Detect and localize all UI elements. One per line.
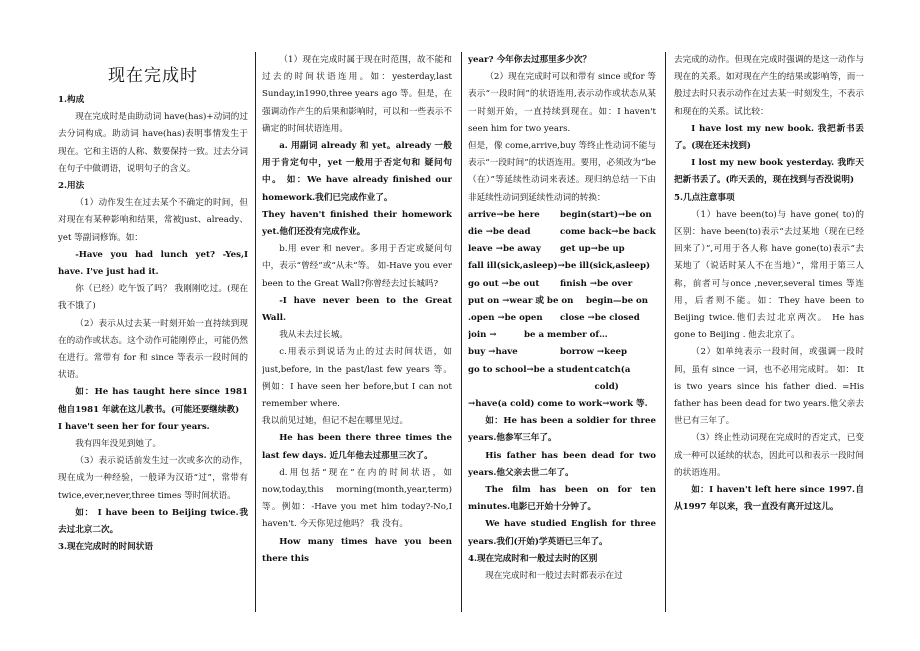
section-heading: 3.现在完成时的时间状语 bbox=[58, 542, 153, 553]
verb-pair: catch(a cold) bbox=[594, 364, 631, 392]
verb-pair: be a member of… bbox=[524, 330, 608, 341]
verb-pair-row bbox=[468, 327, 656, 344]
verb-pair-row bbox=[468, 207, 656, 224]
section-heading: 1.构成 bbox=[58, 95, 85, 105]
verb-pair: join → bbox=[468, 330, 497, 341]
paragraph: c.用表示到说话为止的过去时间状语，如 just,before, in the past/last few years 等。例如：I have seen her before,but I can not remember where. bbox=[262, 347, 452, 410]
example-sentence: 如：He has taught here since 1981 他自1981 年就在这儿教书。(可能还要继续教) bbox=[58, 387, 248, 415]
page-title: 现在完成时 bbox=[108, 66, 198, 86]
paragraph: （1）have been(to)与 have gone( to)的区别：have been(to)表示“去过某地（现在已经回来了）”,可用于各人称 have gone(to)表示“去某地了（说话时某人不在当地）”，常用于第三人称，前者可与once ,never,several times 等连用，后者则不能。如：They have been to Beijing twice.他们去过北京两次。 He has gone to Beijing . 他去北京了。 bbox=[674, 209, 864, 341]
verb-pair-row bbox=[468, 310, 656, 327]
example-sentence: His father has been dead for two years.他父亲去世二年了。 bbox=[468, 450, 656, 478]
section-heading: 4.现在完成时和一般过去时的区别 bbox=[468, 553, 598, 564]
section-heading: 5.几点注意事项 bbox=[674, 192, 735, 203]
verb-pair: begin—be on bbox=[586, 295, 649, 306]
verb-pair: come back→be back bbox=[560, 227, 656, 238]
paragraph: （3）终止性动词现在完成时的否定式，已变成一种可以延续的状态，因此可以和表示一段时间的状语连用。 bbox=[674, 433, 864, 478]
verb-pair-row bbox=[468, 224, 656, 241]
verb-pair: borrow →keep bbox=[560, 347, 628, 358]
example-sentence: He has been there three times the last few days. 近几年他去过那里三次了。 bbox=[262, 433, 452, 461]
verb-pair: fall ill(sick,asleep)→be ill(sick,asleep) bbox=[468, 261, 651, 272]
example-sentence: -Have you had lunch yet? -Yes,I have. I've just had it. bbox=[58, 249, 248, 278]
verb-pair: →have(a cold) come to work→work 等. bbox=[468, 399, 648, 410]
example-sentence: We have studied English for three years.我们(开始)学英语已三年了。 bbox=[468, 519, 656, 547]
example-sentence: I have't seen her for four years. bbox=[58, 421, 210, 432]
column-4 bbox=[674, 52, 864, 612]
verb-pair-row bbox=[468, 344, 656, 361]
column-divider bbox=[255, 52, 256, 612]
example-sentence: 如： I have been to Beijing twice.我去过北京二次。 bbox=[58, 507, 248, 536]
verb-pair: finish →be over bbox=[560, 278, 633, 289]
column-2 bbox=[262, 52, 452, 612]
paragraph: （2）现在完成时可以和带有 since 或for 等表示“一段时间”的状语连用,表示动作或状态从某一时刻开始，一直持续到现在。如：I haven't seen him for two years. bbox=[468, 72, 656, 134]
verb-pair: die →be dead bbox=[468, 227, 531, 238]
paragraph: 我以前见过她，但记不起在哪里见过。 bbox=[262, 416, 409, 427]
example-sentence: year? 今年你去过那里多少次？ bbox=[468, 55, 592, 65]
paragraph: （3）表示说话前发生过一次或多次的动作，现在成为一种经验，一般译为汉语“过”，常带有 twice,ever,never,three times 等时间状语。 bbox=[58, 456, 248, 501]
column-divider bbox=[461, 52, 462, 612]
verb-pair: go to school→be a student bbox=[468, 364, 594, 375]
example-sentence: They haven't finished their homework yet.他们还没有完成作业。 bbox=[262, 209, 452, 238]
paragraph: 你（已经）吃午饭了吗？ 我刚刚吃过。(现在我不饿了) bbox=[58, 284, 248, 312]
paragraph: 现在完成时和一般过去时都表示在过 bbox=[485, 571, 623, 582]
verb-pair-row bbox=[468, 241, 656, 258]
example-sentence: How many times have you been there this bbox=[262, 536, 452, 564]
column-divider bbox=[665, 52, 666, 612]
verb-pair-row bbox=[468, 276, 656, 293]
verb-pair: put on →wear 或 be on bbox=[468, 295, 574, 306]
example-sentence: -I have never been to the Great Wall. bbox=[262, 295, 452, 324]
verb-pair: buy →have bbox=[468, 347, 518, 358]
paragraph: （1）动作发生在过去某个不确定的时间，但对现在有某种影响和结果，常被just、already、yet 等副词修饰。如： bbox=[58, 198, 248, 243]
example-sentence: 如：He has been a soldier for three years.他参军三年了。 bbox=[468, 416, 656, 444]
verb-pair-row bbox=[468, 293, 656, 310]
paragraph: d.用包括“现在”在内的时间状语，如now,today,this morning(month,year,term)等。例如：-Have you met him today?-No,I haven't. 今天你见过他吗？ 我 没有。 bbox=[262, 467, 452, 530]
paragraph: （2）如单纯表示一段时间，或强调一段时间，虽有 since 一词，也不必用完成时。 如： It is two years since his father died. =His father has been dead for two years.他父亲去世已有三年了。 bbox=[674, 347, 864, 427]
paragraph: 去完成的动作。但现在完成时强调的是这一动作与现在的关系。如对现在产生的结果或影响等，而一般过去时只表示动作在过去某一时刻发生，不表示和现在的关系。试比较： bbox=[674, 55, 864, 117]
verb-pair: leave →be away bbox=[468, 244, 541, 255]
paragraph: （2）表示从过去某一时刻开始一直持续到现在的动作或状态。这个动作可能刚停止，可能仍然在进行。常带有 for 和 since 等表示一段时间的状语。 bbox=[58, 318, 248, 381]
verb-pair: get up→be up bbox=[560, 244, 625, 255]
example-sentence: 如：I haven't left here since 1997.自从1997 年以来，我一直没有离开过这儿。 bbox=[674, 485, 864, 513]
paragraph: （1）现在完成时属于现在时范围，故不能和过去的时间状语连用。如：yesterday,last Sunday,in1990,three years ago 等。但是，在强调动作产生的后果和影响时，可以和一些表示不确定的时间状语连用。 bbox=[262, 55, 452, 134]
paragraph: 我有四年没见到她了。 bbox=[75, 439, 162, 450]
paragraph: a. 用副词 already 和 yet。already 一般用于肯定句中，yet 一般用于否定句和 疑问句中。 如：We have already finished our homework.我们已完成作业了。 bbox=[262, 141, 452, 203]
verb-pair: close →be closed bbox=[560, 313, 640, 324]
section-heading: 2.用法 bbox=[58, 181, 85, 192]
example-sentence: I lost my new book yesterday. 我昨天把新书丢了。(昨天丢的，现在找到与否没说明) bbox=[674, 158, 864, 186]
example-sentence: The film has been on for ten minutes.电影已开始十分钟了。 bbox=[468, 485, 656, 513]
verb-pair: begin(start)→be on bbox=[560, 209, 652, 220]
column-3 bbox=[468, 52, 656, 612]
verb-pair: .open →be open bbox=[468, 313, 543, 324]
paragraph: b.用 ever 和 never。多用于否定或疑问句中，表示“曾经”或“从未“等。 如-Have you ever been to the Great Wall?你曾经去过长城吗? bbox=[262, 244, 452, 289]
column-1 bbox=[58, 52, 248, 612]
verb-pair: go out →be out bbox=[468, 278, 540, 289]
paragraph: 我从未去过长城。 bbox=[279, 330, 348, 341]
example-sentence: I have lost my new book. 我把新书丢了。(现在还未找到) bbox=[674, 123, 864, 152]
verb-pair-row bbox=[468, 362, 656, 396]
paragraph: 现在完成时是由助动词 have(has)+动词的过去分词构成。助动词 have(has)表明事情发生于现在。它和主语的人称、数要保持一致。过去分词在句子中做谓语，说明句子的含义。 bbox=[58, 112, 248, 174]
paragraph: 但是，像 come,arrive,buy 等终止性动词不能与表示“一段时间”的状语连用。要用，必须改为“be（在）”等延续性动词来表述。现归纳总结一下由非延续性动词到延续性动词的转换： bbox=[468, 141, 656, 203]
verb-pair: arrive→be here bbox=[468, 209, 540, 220]
